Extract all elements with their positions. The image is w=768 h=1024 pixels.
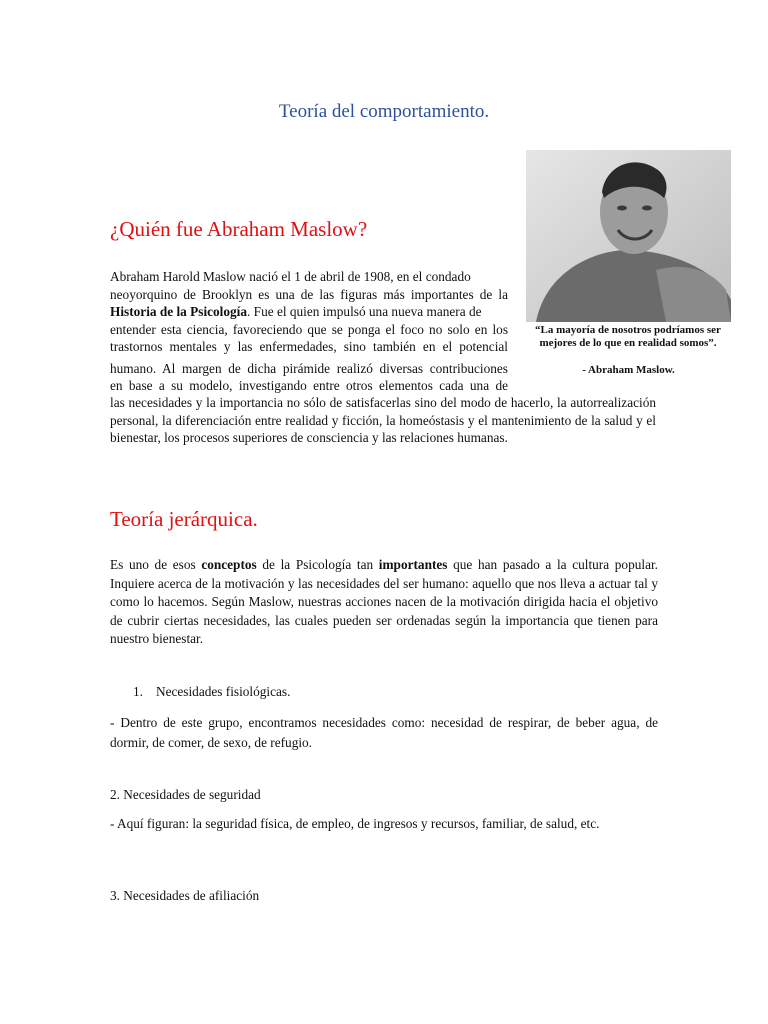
bio-line: neoyorquino de Brooklyn es una de las figuras más importantes de la (110, 286, 508, 302)
section-heading-hierarchy: Teoría jerárquica. (110, 507, 258, 531)
intro-text: Es uno de esos (110, 557, 202, 572)
need-title-affiliation: 3. Necesidades de afiliación (110, 888, 260, 903)
bio-text: . Fue el quien impulsó una nueva manera de (247, 304, 482, 319)
bio-line: trastornos mentales y las enfermedades, sino también en el potencial (110, 339, 508, 354)
bio-line: Abraham Harold Maslow nació el 1 de abril de 1908, en el condado (110, 269, 471, 284)
bold-phrase: Historia de la Psicología (110, 304, 248, 319)
bio-line: humano. Al margen de dicha pirámide realizó diversas contribuciones (110, 360, 508, 376)
document-title: Teoría del comportamiento. (278, 101, 490, 122)
need-description-physiological: - Dentro de este grupo, encontramos necesidades como: necesidad de respirar, de beber agua, de dormir, de comer, de sexo, de refugio. (110, 715, 658, 750)
photo-figure (526, 150, 731, 376)
section-heading-maslow: ¿Quién fue Abraham Maslow? (110, 217, 368, 241)
need-description-security: - Aquí figuran: la seguridad física, de empleo, de ingresos y recursos, familiar, de salud, etc. (110, 816, 600, 831)
biography-paragraph-full: las necesidades y la importancia no sólo de satisfacerlas sino del modo de hacerlo, la autorrealización personal, la diferenciación entre realidad y ficción, la homeóstasis y el mantenimiento de la salud y el bienestar, los procesos superiores de consciencia y las relaciones humanas. (110, 395, 656, 445)
list-number: 1. (133, 684, 143, 699)
maslow-portrait-photo (526, 150, 731, 322)
bio-line: entender esta ciencia, favoreciendo que se ponga el foco no solo en los (110, 321, 508, 337)
bold-phrase: importantes (378, 557, 448, 572)
bio-line: en base a su modelo, investigando entre otros elementos cada una de (110, 378, 508, 393)
need-title-security: 2. Necesidades de seguridad (110, 787, 261, 802)
bio-line (110, 303, 508, 321)
photo-caption-quote: “La mayoría de nosotros podríamos ser mejores de lo que en realidad somos”. (535, 324, 721, 349)
bold-phrase: conceptos (201, 557, 257, 572)
need-title-physiological: Necesidades fisiológicas. (156, 684, 291, 699)
biography-paragraph-wrapped (110, 268, 508, 395)
intro-text: que han pasado a la cultura popular. Inquiere acerca de la motivación y las necesidades del ser humano: aquello que nos lleva a actuar tal y como lo hacemos. Según Maslow, nuestras acciones nacen de la motivación dirigida hacia el objetivo de cubrir ciertas necesidades, las cuales pueden ser ordenadas según la importancia que tienen para nuestro bienestar. (110, 557, 658, 646)
photo-caption-author: - Abraham Maslow. (582, 364, 675, 376)
hierarchy-intro-paragraph (110, 556, 658, 649)
intro-text: de la Psicología tan (256, 557, 379, 572)
